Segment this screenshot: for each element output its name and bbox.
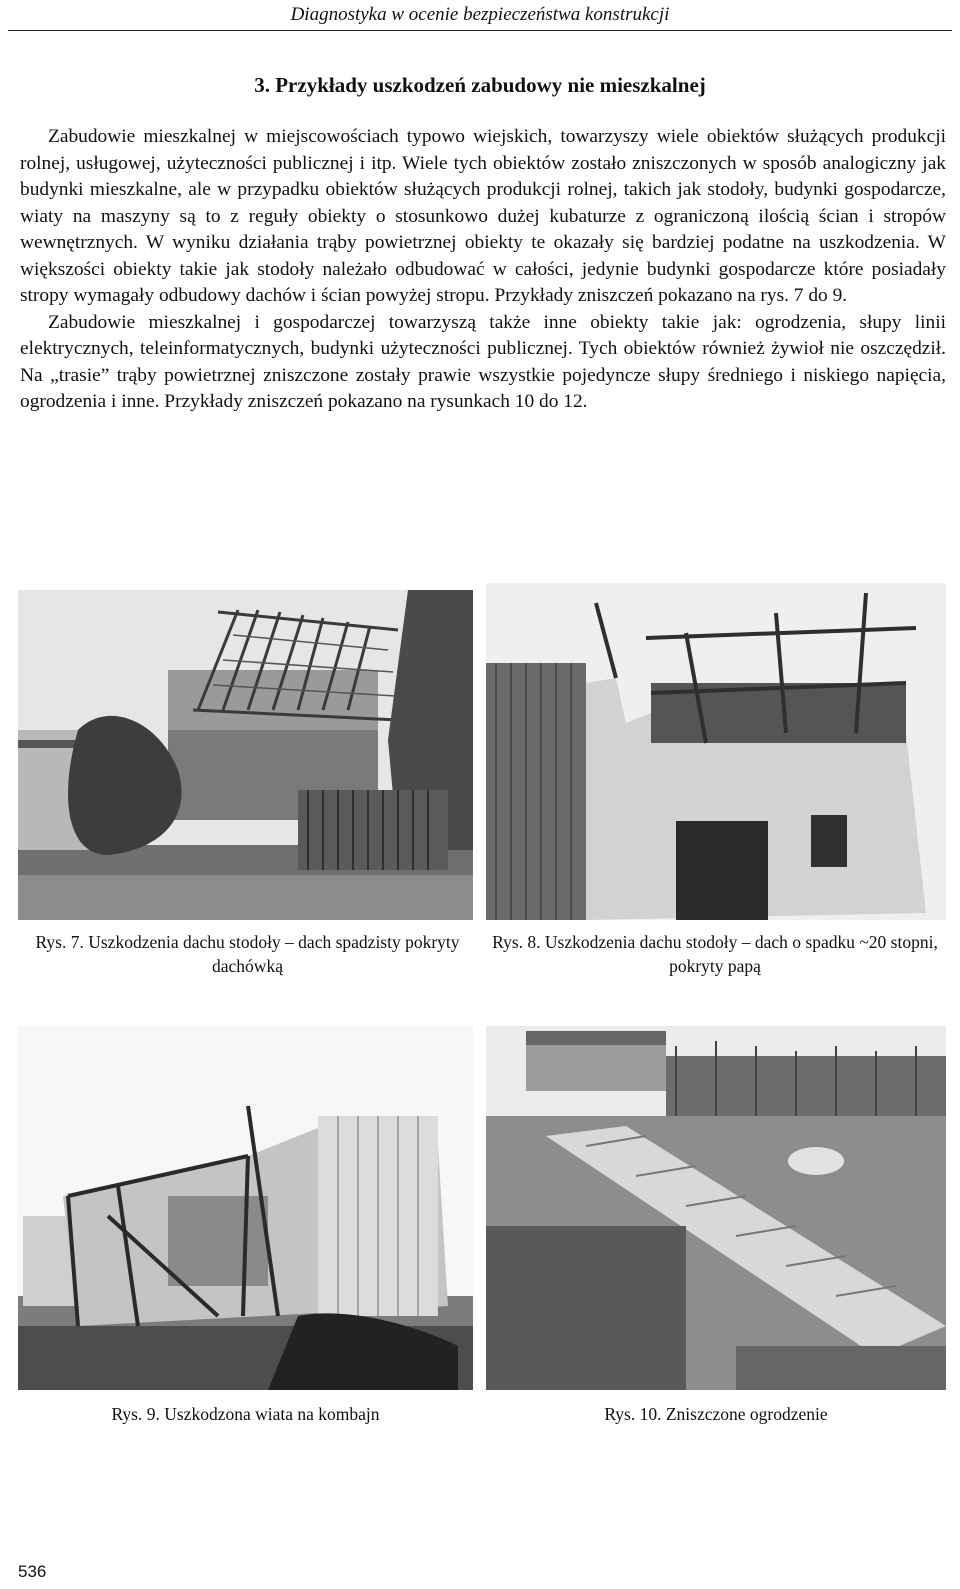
paragraph-1: Zabudowie mieszkalnej w miejscowościach typowo wiejskich, towarzyszy wiele obiektów służących produkcji rolnej, usługowej, użyteczności publicznej i itp. Wiele tych obiektów zostało zniszczonych w sposób analogiczny jak budynki mieszkalne, ale w przypadku obiektów służących produkcji rolnej, takich jak stodoły, budynki gospodarcze, wiaty na maszyny są to z reguły obiekty o stosunkowo dużej kubaturze z ograniczoną ilością ścian i stropów wewnętrznych. W wyniku działania trąby powietrznej obiekty te okazały się bardziej podatne na uszkodzenia. W większości obiekty takie jak stodoły należało odbudować w całości, jedynie budynki gospodarcze które posiadały stropy wymagały odbudowy dachów i ścian powyżej stropu. Przykłady zniszczeń pokazano na rys. 7 do 9. xyxy=(20,126,946,306)
destroyed-fence-image xyxy=(486,1026,946,1390)
paragraph-2: Zabudowie mieszkalnej i gospodarczej towarzyszą także inne obiekty takie jak: ogrodzenia, słupy linii elektrycznych, teleinformatycznych, budynki użyteczności publicznej. Tych obiektów również żywioł nie oszczędził. Na „trasie” trąby powietrznej zniszczone zostały prawie wszystkie pojedyncze słupy średniego i niskiego napięcia, ogrodzenia i inne. Przykłady zniszczeń pokazano na rysunkach 10 do 12. xyxy=(20,311,946,412)
running-header: Diagnostyka w ocenie bezpieczeństwa konstrukcji xyxy=(290,4,670,25)
building-roof-damage-image xyxy=(486,583,946,920)
body-text xyxy=(20,124,946,416)
figure-9-photo xyxy=(18,1026,473,1390)
figure-10-caption: Rys. 10. Zniszczone ogrodzenie xyxy=(604,1404,828,1424)
figure-7-photo xyxy=(18,590,473,920)
barn-roof-damage-image xyxy=(18,590,473,920)
figure-8-photo xyxy=(486,583,946,920)
header-rule xyxy=(8,30,952,31)
section-title: 3. Przykłady uszkodzeń zabudowy nie mieszkalnej xyxy=(254,73,706,97)
damaged-shed-image xyxy=(18,1026,473,1390)
page-number: 536 xyxy=(18,1562,47,1581)
figure-10-photo xyxy=(486,1026,946,1390)
figure-7-caption: Rys. 7. Uszkodzenia dachu stodoły – dach spadzisty pokryty dachówką xyxy=(35,932,460,976)
figure-9-caption: Rys. 9. Uszkodzona wiata na kombajn xyxy=(111,1404,380,1424)
figure-8-caption: Rys. 8. Uszkodzenia dachu stodoły – dach o spadku ~20 stopni, pokryty papą xyxy=(492,932,938,976)
